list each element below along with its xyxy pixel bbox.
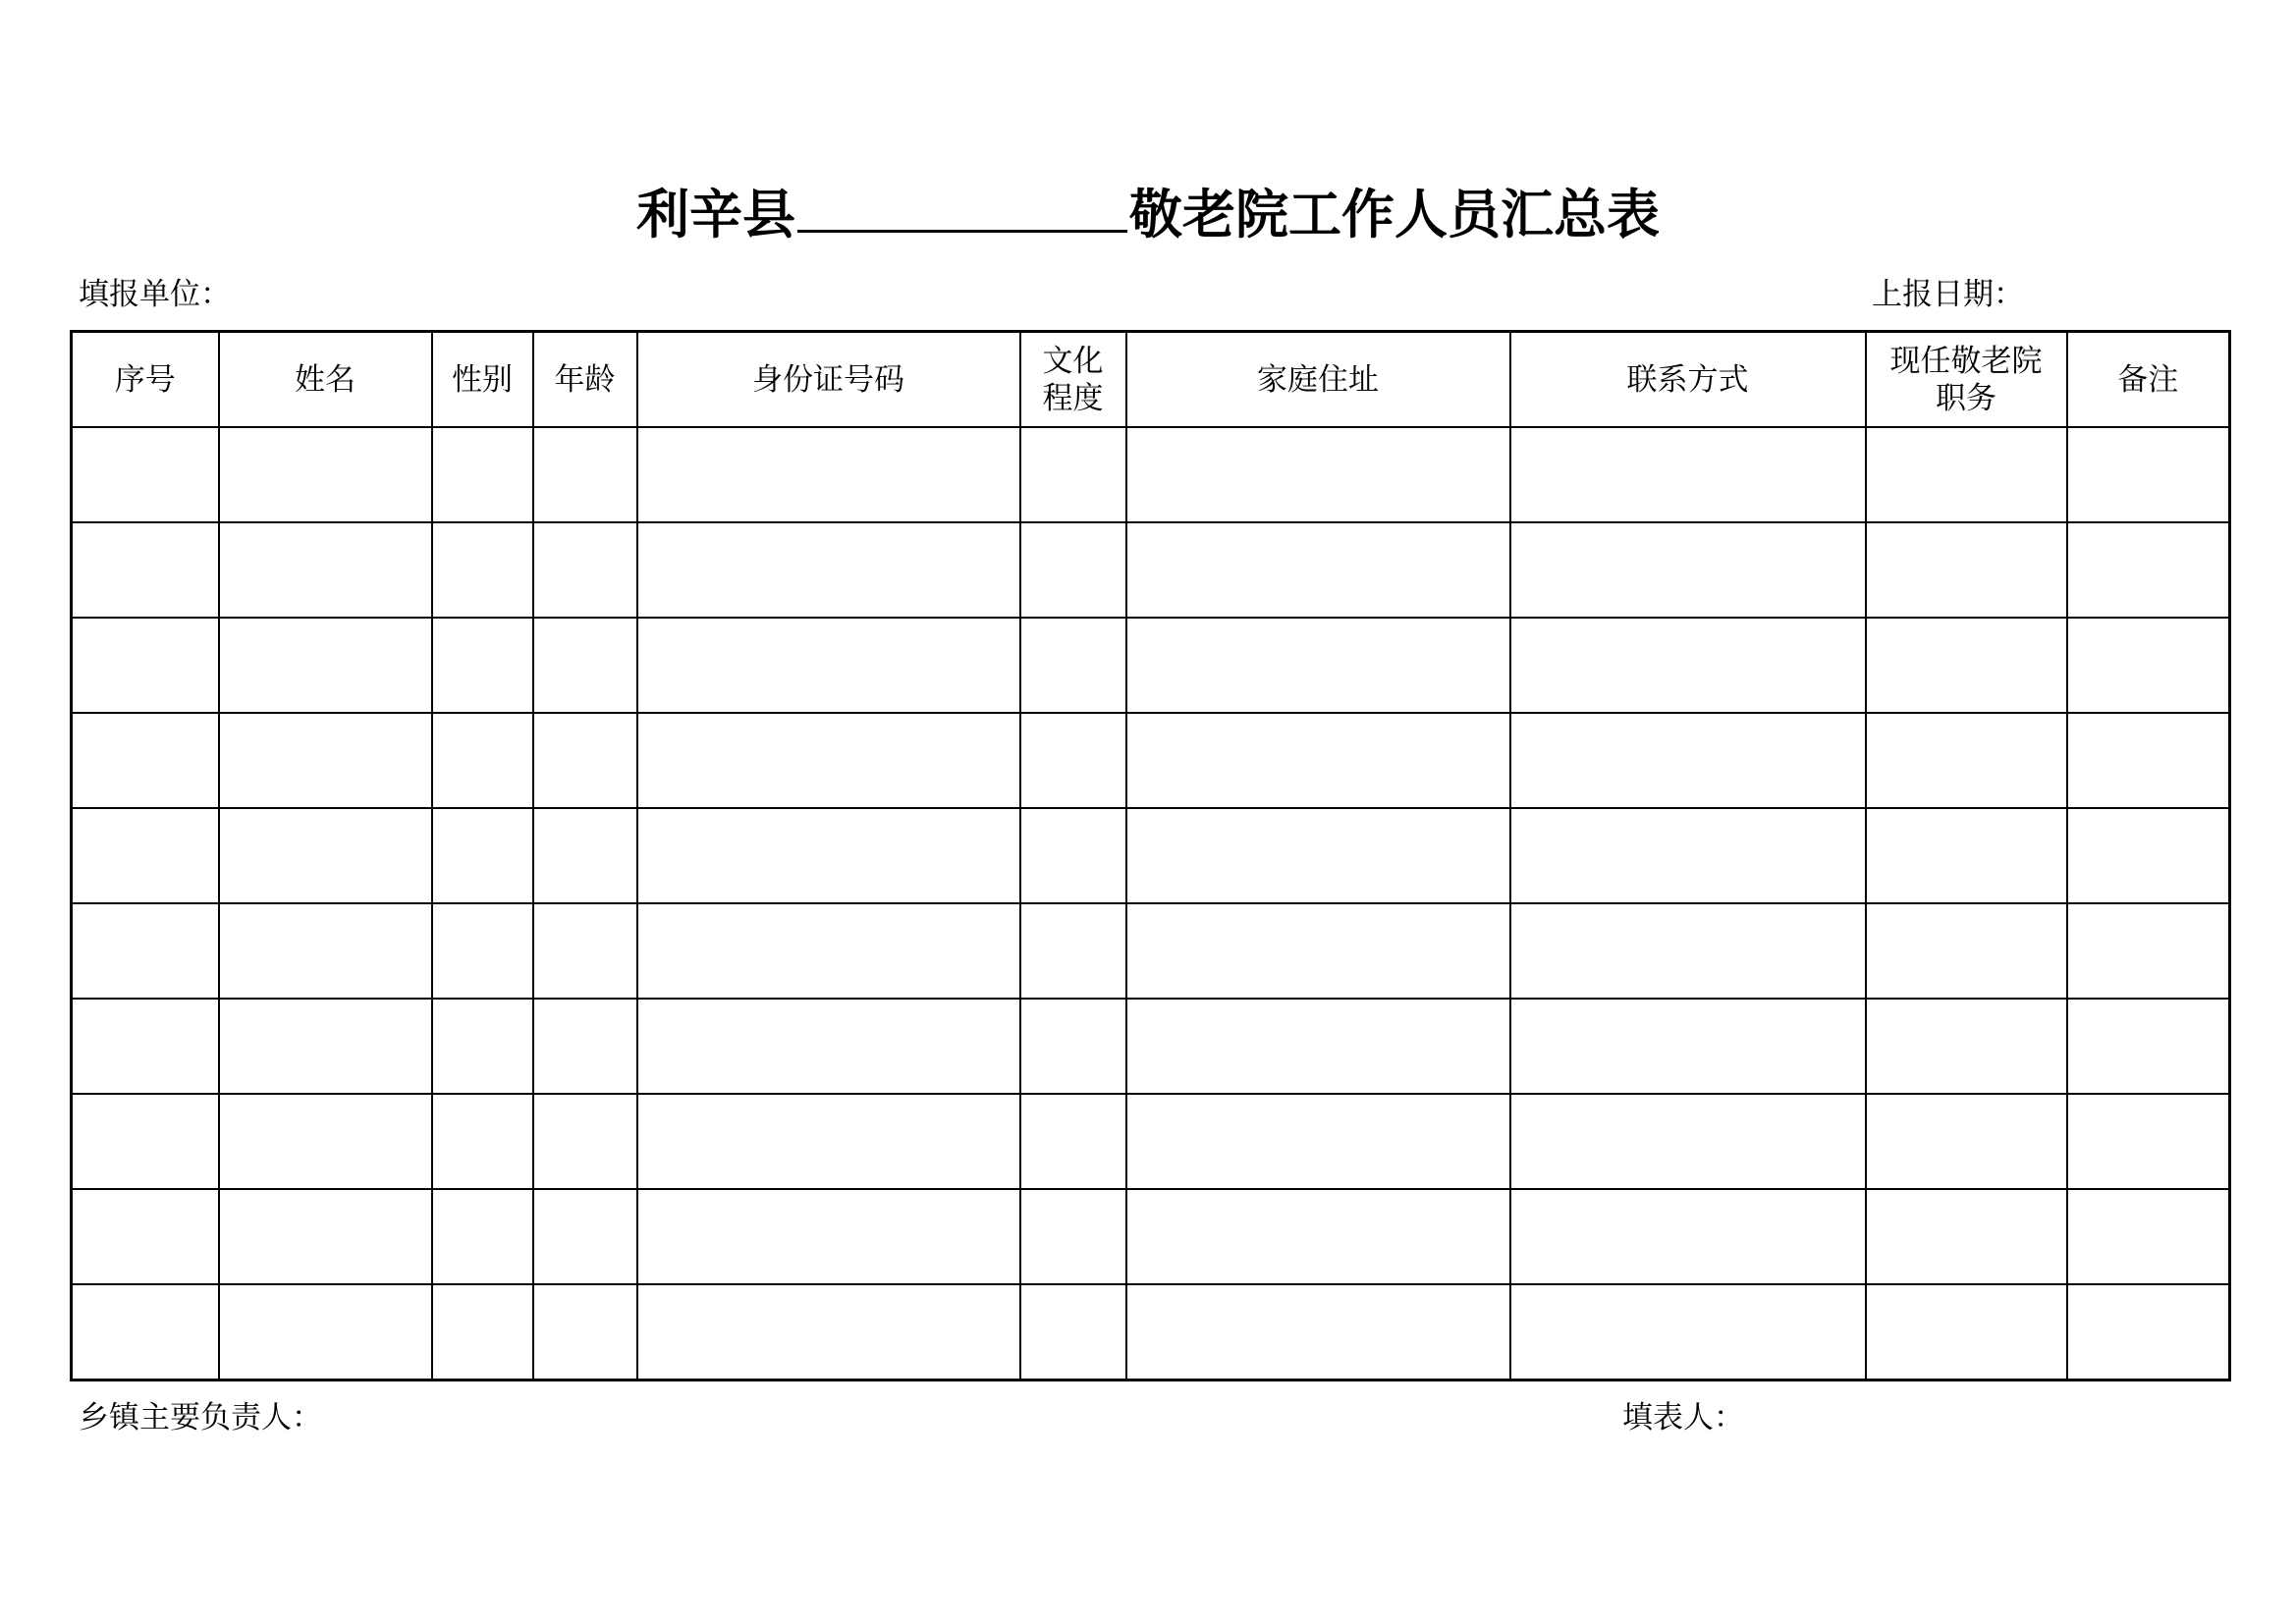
cell-position[interactable] xyxy=(1866,427,2067,522)
cell-address[interactable] xyxy=(1126,713,1510,808)
header-education: 文化 程度 xyxy=(1020,332,1126,428)
cell-age[interactable] xyxy=(533,903,637,999)
cell-position[interactable] xyxy=(1866,903,2067,999)
cell-index[interactable] xyxy=(72,1284,219,1380)
cell-position[interactable] xyxy=(1866,1094,2067,1189)
cell-id-number[interactable] xyxy=(637,1094,1020,1189)
table-row xyxy=(72,427,2230,522)
cell-index[interactable] xyxy=(72,1094,219,1189)
cell-remarks[interactable] xyxy=(2067,1094,2230,1189)
cell-name[interactable] xyxy=(219,1284,432,1380)
form-title xyxy=(0,175,2296,254)
cell-gender[interactable] xyxy=(432,1284,533,1380)
cell-address[interactable] xyxy=(1126,427,1510,522)
cell-index[interactable] xyxy=(72,808,219,903)
table-row xyxy=(72,999,2230,1094)
fill-unit-label: 填报单位： xyxy=(79,277,231,312)
cell-gender[interactable] xyxy=(432,1094,533,1189)
title-prefix: 利辛县 xyxy=(636,184,795,245)
cell-contact[interactable] xyxy=(1510,1284,1866,1380)
cell-position[interactable] xyxy=(1866,999,2067,1094)
report-date-label: 上报日期： xyxy=(1872,277,2024,312)
cell-education[interactable] xyxy=(1020,1284,1126,1380)
cell-index[interactable] xyxy=(72,618,219,713)
cell-gender[interactable] xyxy=(432,999,533,1094)
cell-position[interactable] xyxy=(1866,808,2067,903)
cell-name[interactable] xyxy=(219,1189,432,1284)
table-row xyxy=(72,618,2230,713)
cell-gender[interactable] xyxy=(432,427,533,522)
cell-id-number[interactable] xyxy=(637,618,1020,713)
cell-contact[interactable] xyxy=(1510,1094,1866,1189)
cell-contact[interactable] xyxy=(1510,903,1866,999)
header-index: 序号 xyxy=(72,332,219,428)
table-row xyxy=(72,1189,2230,1284)
cell-id-number[interactable] xyxy=(637,713,1020,808)
township-leader-label: 乡镇主要负责人： xyxy=(79,1400,322,1435)
header-address: 家庭住址 xyxy=(1126,332,1510,428)
cell-remarks[interactable] xyxy=(2067,713,2230,808)
cell-contact[interactable] xyxy=(1510,999,1866,1094)
cell-gender[interactable] xyxy=(432,618,533,713)
cell-remarks[interactable] xyxy=(2067,808,2230,903)
cell-remarks[interactable] xyxy=(2067,1284,2230,1380)
cell-gender[interactable] xyxy=(432,713,533,808)
cell-contact[interactable] xyxy=(1510,618,1866,713)
cell-remarks[interactable] xyxy=(2067,903,2230,999)
cell-address[interactable] xyxy=(1126,808,1510,903)
cell-address[interactable] xyxy=(1126,1189,1510,1284)
cell-education[interactable] xyxy=(1020,713,1126,808)
cell-contact[interactable] xyxy=(1510,522,1866,618)
header-name: 姓名 xyxy=(219,332,432,428)
cell-contact[interactable] xyxy=(1510,808,1866,903)
cell-age[interactable] xyxy=(533,618,637,713)
cell-education[interactable] xyxy=(1020,808,1126,903)
cell-id-number[interactable] xyxy=(637,1284,1020,1380)
cell-gender[interactable] xyxy=(432,808,533,903)
cell-name[interactable] xyxy=(219,999,432,1094)
cell-name[interactable] xyxy=(219,522,432,618)
cell-position[interactable] xyxy=(1866,618,2067,713)
cell-position[interactable] xyxy=(1866,1284,2067,1380)
table-row xyxy=(72,522,2230,618)
cell-remarks[interactable] xyxy=(2067,999,2230,1094)
cell-index[interactable] xyxy=(72,1189,219,1284)
cell-address[interactable] xyxy=(1126,618,1510,713)
cell-id-number[interactable] xyxy=(637,999,1020,1094)
cell-position[interactable] xyxy=(1866,522,2067,618)
cell-age[interactable] xyxy=(533,522,637,618)
cell-address[interactable] xyxy=(1126,1094,1510,1189)
cell-education[interactable] xyxy=(1020,522,1126,618)
title-blank-line xyxy=(797,175,1127,233)
cell-age[interactable] xyxy=(533,1189,637,1284)
cell-id-number[interactable] xyxy=(637,1189,1020,1284)
cell-address[interactable] xyxy=(1126,903,1510,999)
cell-index[interactable] xyxy=(72,999,219,1094)
table-body xyxy=(72,427,2230,1380)
cell-remarks[interactable] xyxy=(2067,618,2230,713)
header-position: 现任敬老院 职务 xyxy=(1866,332,2067,428)
cell-age[interactable] xyxy=(533,808,637,903)
cell-remarks[interactable] xyxy=(2067,427,2230,522)
cell-name[interactable] xyxy=(219,618,432,713)
staff-summary-table xyxy=(70,330,2231,1381)
cell-contact[interactable] xyxy=(1510,713,1866,808)
cell-name[interactable] xyxy=(219,1094,432,1189)
cell-gender[interactable] xyxy=(432,903,533,999)
cell-remarks[interactable] xyxy=(2067,522,2230,618)
cell-contact[interactable] xyxy=(1510,427,1866,522)
cell-contact[interactable] xyxy=(1510,1189,1866,1284)
cell-address[interactable] xyxy=(1126,522,1510,618)
cell-address[interactable] xyxy=(1126,1284,1510,1380)
form-filler-label: 填表人： xyxy=(1622,1400,1744,1435)
cell-name[interactable] xyxy=(219,427,432,522)
cell-id-number[interactable] xyxy=(637,427,1020,522)
header-age: 年龄 xyxy=(533,332,637,428)
table-row xyxy=(72,903,2230,999)
cell-remarks[interactable] xyxy=(2067,1189,2230,1284)
title-suffix: 敬老院工作人员汇总表 xyxy=(1129,184,1660,245)
cell-gender[interactable] xyxy=(432,1189,533,1284)
table-row xyxy=(72,1094,2230,1189)
cell-age[interactable] xyxy=(533,1094,637,1189)
header-id-number: 身份证号码 xyxy=(637,332,1020,428)
cell-name[interactable] xyxy=(219,903,432,999)
cell-name[interactable] xyxy=(219,808,432,903)
cell-education[interactable] xyxy=(1020,903,1126,999)
header-contact: 联系方式 xyxy=(1510,332,1866,428)
cell-education[interactable] xyxy=(1020,1094,1126,1189)
cell-index[interactable] xyxy=(72,903,219,999)
cell-id-number[interactable] xyxy=(637,522,1020,618)
cell-position[interactable] xyxy=(1866,713,2067,808)
cell-education[interactable] xyxy=(1020,1189,1126,1284)
cell-address[interactable] xyxy=(1126,999,1510,1094)
cell-gender[interactable] xyxy=(432,522,533,618)
cell-education[interactable] xyxy=(1020,427,1126,522)
cell-age[interactable] xyxy=(533,427,637,522)
table-row xyxy=(72,1284,2230,1380)
cell-id-number[interactable] xyxy=(637,903,1020,999)
cell-position[interactable] xyxy=(1866,1189,2067,1284)
header-gender: 性别 xyxy=(432,332,533,428)
cell-education[interactable] xyxy=(1020,999,1126,1094)
cell-id-number[interactable] xyxy=(637,808,1020,903)
cell-index[interactable] xyxy=(72,713,219,808)
cell-name[interactable] xyxy=(219,713,432,808)
table-header-row xyxy=(72,332,2230,428)
cell-age[interactable] xyxy=(533,1284,637,1380)
table-row xyxy=(72,808,2230,903)
cell-age[interactable] xyxy=(533,713,637,808)
table-row xyxy=(72,713,2230,808)
header-remarks: 备注 xyxy=(2067,332,2230,428)
cell-education[interactable] xyxy=(1020,618,1126,713)
cell-index[interactable] xyxy=(72,427,219,522)
cell-age[interactable] xyxy=(533,999,637,1094)
cell-index[interactable] xyxy=(72,522,219,618)
